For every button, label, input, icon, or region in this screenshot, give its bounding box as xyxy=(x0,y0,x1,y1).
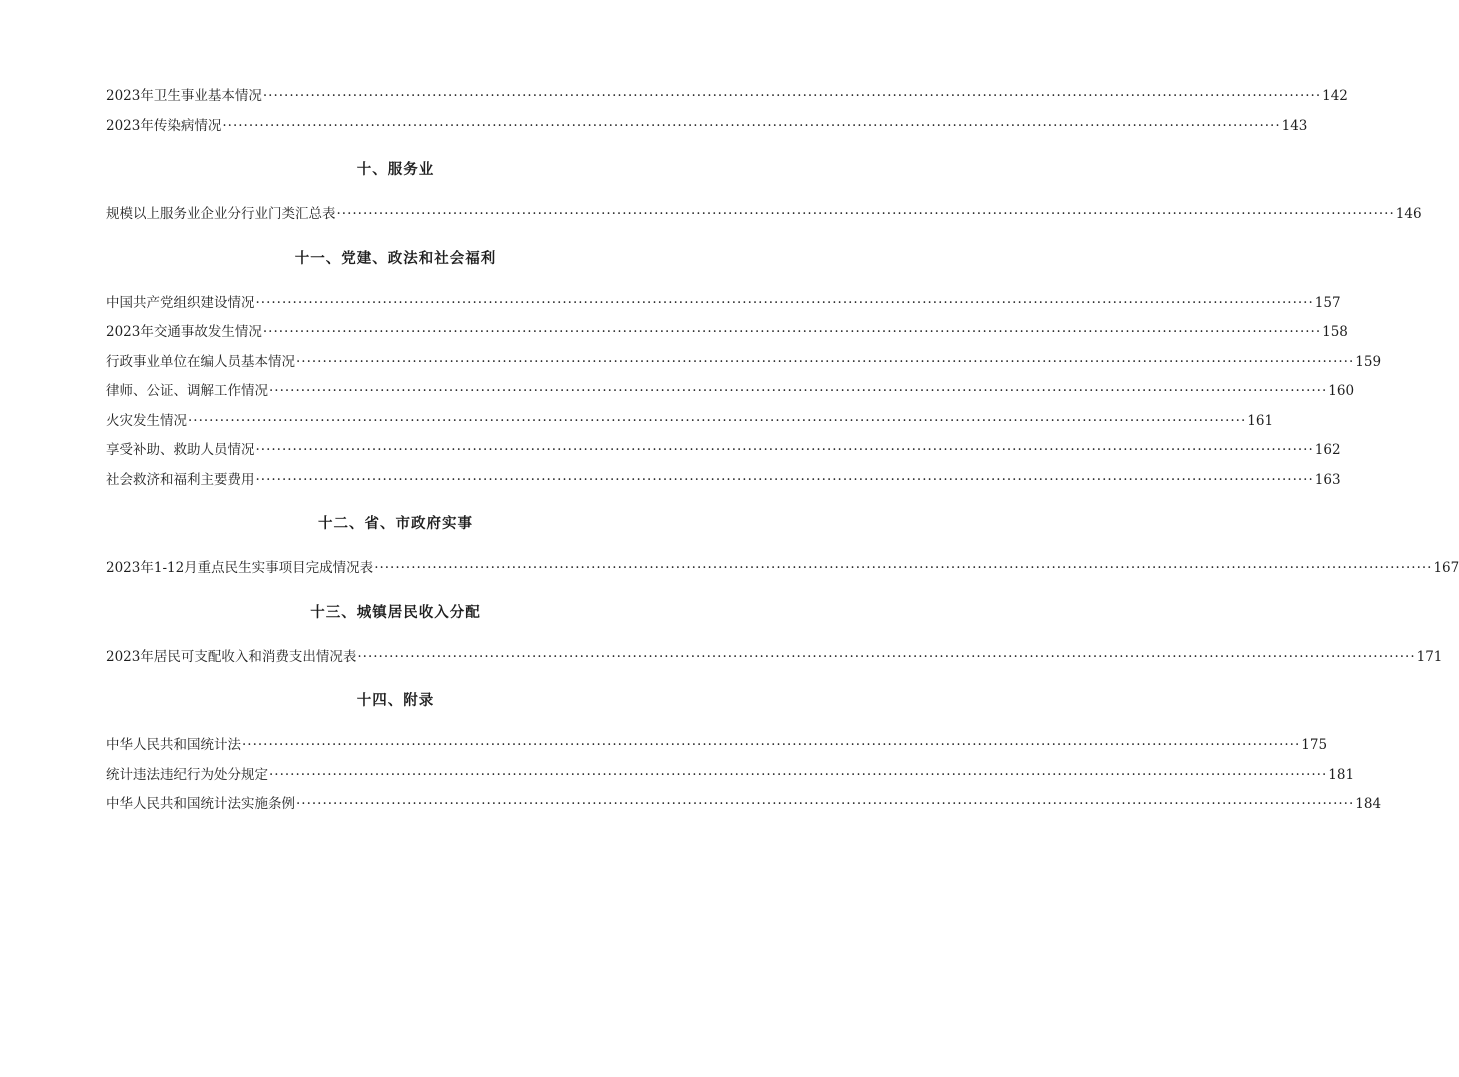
toc-entry[interactable] xyxy=(106,790,1382,820)
toc-section xyxy=(106,82,1348,141)
toc-entry[interactable] xyxy=(106,761,1355,791)
toc-page-number: 181 xyxy=(1328,766,1355,783)
toc-entry[interactable] xyxy=(106,436,1341,466)
toc-entry[interactable] xyxy=(106,731,1328,761)
toc-entry-title: 火灾发生情况 xyxy=(106,412,187,429)
toc-section xyxy=(106,155,1422,230)
dot-leader: ········································································································································································································ xyxy=(296,796,1355,812)
toc-entry-title: 行政事业单位在编人员基本情况 xyxy=(106,353,295,370)
section-heading: 十、服务业 xyxy=(356,162,435,178)
toc-page-number: 161 xyxy=(1247,412,1274,429)
toc-page-number: 175 xyxy=(1301,737,1328,753)
toc-entry-title: 享受补助、救助人员情况 xyxy=(106,442,255,458)
toc-page-number: 162 xyxy=(1314,442,1341,458)
section-heading: 十三、城镇居民收入分配 xyxy=(310,604,481,621)
section-heading: 十一、党建、政法和社会福利 xyxy=(294,250,497,267)
toc-entry-title: 2023年交通事故发生情况 xyxy=(106,324,262,340)
toc-section xyxy=(106,509,1459,584)
dot-leader: ········································································································································································································ xyxy=(188,412,1247,429)
dot-leader: ········································································································································································································ xyxy=(357,648,1416,665)
toc-entry-title: 2023年卫生事业基本情况 xyxy=(106,88,262,104)
dot-leader: ········································································································································································································ xyxy=(336,206,1395,222)
toc-page-number: 160 xyxy=(1328,383,1355,399)
toc-entry[interactable] xyxy=(106,377,1355,407)
toc-page-number: 167 xyxy=(1433,560,1459,576)
toc-entry[interactable] xyxy=(106,82,1348,112)
toc-page-number: 171 xyxy=(1416,648,1443,665)
toc-entry[interactable] xyxy=(106,318,1348,348)
dot-leader: ········································································································································································································ xyxy=(242,737,1301,753)
toc-entry[interactable] xyxy=(106,112,1308,142)
dot-leader: ········································································································································································································ xyxy=(374,560,1433,576)
toc-entry-title: 2023年居民可支配收入和消费支出情况表 xyxy=(106,648,357,665)
dot-leader: ········································································································································································································ xyxy=(255,471,1314,488)
toc-entry-title: 统计违法违纪行为处分规定 xyxy=(106,766,268,783)
toc-entry-title: 规模以上服务业企业分行业门类汇总表 xyxy=(106,206,336,222)
dot-leader: ········································································································································································································ xyxy=(255,442,1314,458)
toc-page-number: 142 xyxy=(1322,88,1348,104)
toc-entry-title: 2023年传染病情况 xyxy=(106,117,222,134)
dot-leader: ········································································································································································································ xyxy=(222,117,1281,134)
toc-entry[interactable] xyxy=(106,289,1341,319)
toc-section xyxy=(106,598,1443,673)
toc-entry-title: 中华人民共和国统计法实施条例 xyxy=(106,796,295,812)
toc-section xyxy=(106,244,1382,496)
table-of-contents xyxy=(106,82,1459,820)
toc-page-number: 143 xyxy=(1281,117,1308,134)
toc-entry-title: 中国共产党组织建设情况 xyxy=(106,294,255,311)
toc-entry-title: 社会救济和福利主要费用 xyxy=(106,471,255,488)
section-heading: 十二、省、市政府实事 xyxy=(318,516,473,532)
toc-entry-title: 律师、公证、调解工作情况 xyxy=(106,383,268,399)
section-heading: 十四、附录 xyxy=(356,693,435,709)
toc-entry-title: 2023年1-12月重点民生实事项目完成情况表 xyxy=(106,560,374,576)
dot-leader: ········································································································································································································ xyxy=(262,324,1322,340)
dot-leader: ········································································································································································································ xyxy=(269,766,1328,783)
toc-page-number: 146 xyxy=(1395,206,1422,222)
toc-entry[interactable] xyxy=(106,554,1459,584)
toc-entry[interactable] xyxy=(106,200,1422,230)
toc-entry[interactable] xyxy=(106,407,1274,437)
toc-page-number: 157 xyxy=(1314,294,1341,311)
toc-entry[interactable] xyxy=(106,466,1341,496)
toc-section xyxy=(106,686,1382,820)
dot-leader: ········································································································································································································ xyxy=(262,88,1322,104)
toc-entry[interactable] xyxy=(106,348,1382,378)
toc-page-number: 163 xyxy=(1314,471,1341,488)
toc-page-number: 158 xyxy=(1322,324,1348,340)
toc-entry-title: 中华人民共和国统计法 xyxy=(106,737,241,753)
dot-leader: ········································································································································································································ xyxy=(269,383,1328,399)
toc-page-number: 159 xyxy=(1355,353,1382,370)
dot-leader: ········································································································································································································ xyxy=(296,353,1355,370)
toc-page-number: 184 xyxy=(1355,796,1382,812)
dot-leader: ········································································································································································································ xyxy=(255,294,1314,311)
toc-entry[interactable] xyxy=(106,643,1443,673)
